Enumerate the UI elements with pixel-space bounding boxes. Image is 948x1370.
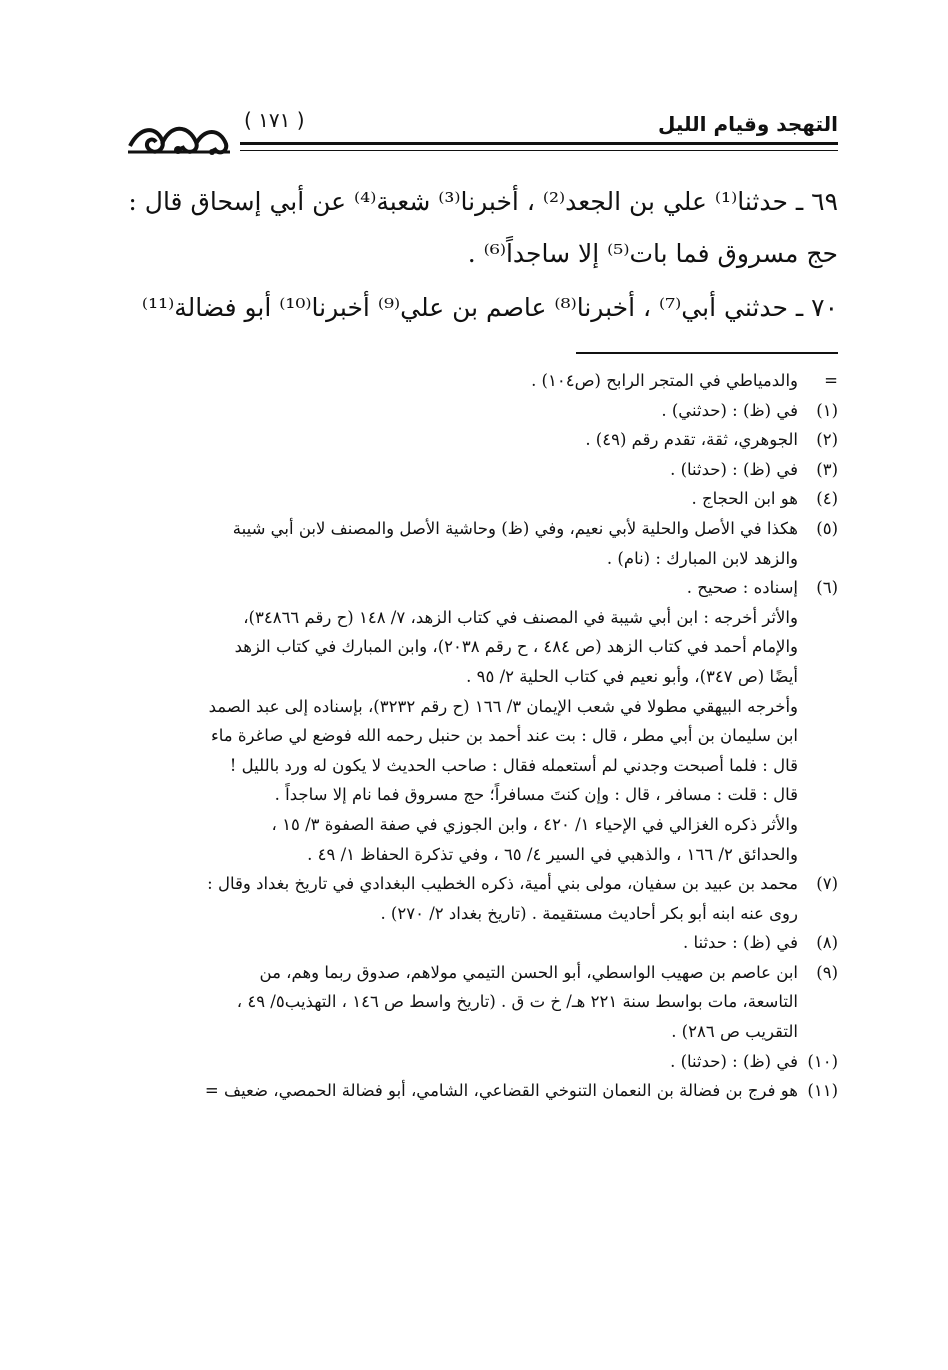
footnote [122,366,838,396]
footnote-line: في (ظ) : حدثنا . [682,933,798,953]
footnote-line: والأثر ذكره الغزالي في الإحياء ١/ ٤٢٠ ، وابن الجوزي في صفة الصفوة ٣/ ١٥ ، [271,814,798,834]
footnote [122,396,838,426]
footnote [122,425,838,455]
footnote-mark: (٤) [816,489,838,509]
footnote [122,455,838,485]
footnote-line: إسناده : صحيح . [686,578,798,598]
ornament-icon [126,116,232,162]
footnote-line: وأخرجه البيهقي مطولا في شعب الإيمان ٣/ ١٦٦ (ح رقم ٣٢٣٢)، بإسناده إلى عبد الصمد [208,696,798,716]
footnotes [122,366,838,1106]
footnote-mark: = [824,371,838,390]
footnote-line: والإمام أحمد في كتاب الزهد (ص ٤٨٤ ، ح رقم ٢٠٣٨)، وابن المبارك في كتاب الزهد [234,637,798,657]
footnote-line: التقريب ص ٢٨٦) . [671,1022,798,1042]
footnote [122,514,838,573]
footnote-mark: (٢) [816,430,838,450]
footnote [122,958,838,1047]
footnote-line: قال : فلما أصبحت وجدني لم أستعمله فقال : صاحب الحديث لا يكون له ورد بالليل ! [229,755,798,775]
footnote-line: في (ظ) : (حدثني) . [661,400,798,420]
main-paragraph: حج مسروق فما بات⁽⁵⁾ إلا ساجداً⁽⁶⁾ . [467,239,838,268]
main-paragraph: ٦٩ ـ حدثنا⁽¹⁾ علي بن الجعد⁽²⁾ ، أخبرنا⁽³⁾ شعبة⁽⁴⁾ عن أبي إسحاق قال : [128,187,838,216]
book-title: التهجد وقيام الليل [657,112,838,136]
footnote-line: أيضًا (ص ٣٤٧)، وأبو نعيم في كتاب الحلية ٢/ ٩٥ . [466,666,798,686]
footnote-line: محمد بن عبيد بن سفيان، مولى بني أمية، ذكره الخطيب البغدادي في تاريخ بغداد وقال : [207,874,798,894]
footnote-continuation [122,603,838,692]
header-rule [240,142,838,145]
footnote-continuation [122,692,838,810]
page-header [126,104,838,164]
footnote [122,573,838,603]
footnote [122,928,838,958]
footnote-line: روى عنه ابنه أبو بكر أحاديث مستقيمة . (تاريخ بغداد ٢/ ٢٧٠) . [380,903,798,923]
footnote-line: والزهد لابن المبارك : (نام) . [606,548,798,568]
footnote [122,1076,838,1106]
footnote [122,869,838,928]
footnote-separator [576,352,838,354]
footnote-mark: (١) [816,400,838,420]
footnote-mark: (١٠) [807,1051,838,1071]
main-text [126,176,838,334]
footnote-line: قال : قلت : مسافر ، قال : وإن كنتَ مسافراً؛ حج مسروق فما نام إلا ساجداً . [274,785,798,805]
page-number: ( ١٧١ ) [244,108,305,132]
footnote-line: هو ابن الحجاج . [691,489,798,509]
footnote-mark: (٩) [816,962,838,982]
footnote-line: في (ظ) : (حدثنا) . [670,459,798,479]
footnote-continuation [122,810,838,869]
footnote-line: في (ظ) : (حدثنا) . [670,1051,798,1071]
footnote-mark: (٨) [816,933,838,953]
footnote-mark: (٧) [816,874,838,894]
footnote-line: هو فرج بن فضالة بن النعمان التنوخي القضاعي، الشامي، أبو فضالة الحمصي، ضعيف = [204,1081,798,1101]
footnote-line: والحدائق ٢/ ١٦٦ ، والذهبي في السير ٤/ ٦٥ ، وفي تذكرة الحفاظ ١/ ٤٩ . [307,844,798,864]
header-rule-thin [240,150,838,151]
footnote-line: الجوهري، ثقة، تقدم رقم (٤٩) . [585,430,798,450]
footnote-line: والدمياطي في المتجر الرابح (ص١٠٤) . [531,371,798,390]
footnote-line: التاسعة، مات بواسط سنة ٢٢١ هـ/ خ ت ق . (تاريخ واسط ص ١٤٦ ، التهذيب٥/ ٤٩ ، [236,992,798,1012]
footnote-line: ابن سليمان بن أبي مطر ، قال : بت عند أحمد بن حنبل رحمه الله فوضع لي صاغرة ماء [210,726,798,746]
footnote-line: ابن عاصم بن صهيب الواسطي، أبو الحسن التيمي مولاهم، صدوق ربما وهم، من [259,962,798,982]
footnote-line: هكذا في الأصل والحلية لأبي نعيم، وفي (ظ) وحاشية الأصل والمصنف لابن أبي شيبة [232,518,798,538]
footnote [122,1047,838,1077]
footnote-mark: (١١) [807,1081,838,1101]
footnote-line: والأثر أخرجه : ابن أبي شيبة في المصنف في كتاب الزهد، ٧/ ١٤٨ (ح رقم ٣٤٨٦٦)، [243,607,798,627]
footnote-mark: (٥) [816,518,838,538]
main-paragraph: ٧٠ ـ حدثني أبي⁽⁷⁾ ، أخبرنا⁽⁸⁾ عاصم بن علي⁽⁹⁾ أخبرنا⁽¹⁰⁾ أبو فضالة⁽¹¹⁾ [141,293,838,322]
footnote-mark: (٦) [816,578,838,598]
footnote [122,484,838,514]
footnote-mark: (٣) [816,459,838,479]
